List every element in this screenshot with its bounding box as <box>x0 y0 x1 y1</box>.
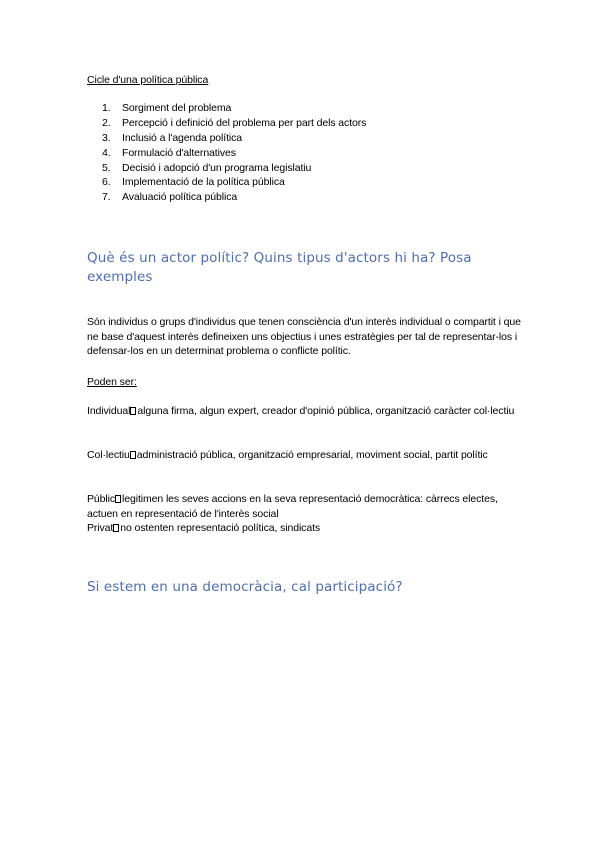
list-item-text: Percepció i definició del problema per part dels actors <box>122 116 367 129</box>
type-description: alguna firma, algun expert, creador d'opinió pública, organització caràcter col·lectiu <box>137 405 515 417</box>
list-item <box>102 146 366 161</box>
type-label: Individual <box>87 405 131 417</box>
cycle-title: Cicle d'una política pública <box>87 74 209 86</box>
list-item <box>102 161 366 176</box>
type-label: Col·lectiu <box>87 449 130 461</box>
missing-glyph-icon <box>130 451 136 459</box>
list-item-text: Implementació de la política pública <box>122 176 285 189</box>
type-label: Privat <box>87 522 114 534</box>
list-item-text: Formulació d'alternatives <box>122 146 236 159</box>
list-item <box>102 175 366 190</box>
list-item <box>102 101 366 116</box>
list-item-text: Avaluació política pública <box>122 191 238 204</box>
list-item-number: 3. <box>102 131 111 144</box>
actor-type-public <box>87 492 527 521</box>
list-item-number: 7. <box>102 191 111 204</box>
list-item <box>102 116 366 131</box>
actor-type-collectiu <box>87 448 527 463</box>
actor-type-privat <box>87 521 527 536</box>
type-label: Públic <box>87 493 115 505</box>
poden-ser-label: Poden ser: <box>87 376 137 388</box>
section-heading-democracia: Si estem en una democràcia, cal participació? <box>87 579 403 595</box>
list-item-number: 1. <box>102 102 111 114</box>
list-item <box>102 131 366 146</box>
list-item-number: 5. <box>102 161 111 174</box>
list-item-number: 2. <box>102 116 111 129</box>
missing-glyph-icon <box>115 495 121 503</box>
list-item-number: 4. <box>102 146 111 159</box>
type-description: legitimen les seves accions en la seva representació democràtica: càrrecs electes, actuen en representació de l'interès social <box>87 493 498 520</box>
actor-definition-paragraph: Són individus o grups d'individus que tenen consciència d'un interès individual o compartit i que ne base d'aquest interès defineixen uns objectius i unes estratègies per tal de representar-los i defensar-los en un determinat problema o conflicte polític. <box>87 316 521 357</box>
actor-type-individual <box>87 404 527 419</box>
missing-glyph-icon <box>130 407 136 415</box>
list-item-text: Sorgiment del problema <box>122 102 232 114</box>
list-item-text: Decisió i adopció d'un programa legislatiu <box>122 161 312 174</box>
section-heading-actor-politic: Què és un actor polític? Quins tipus d'actors hi ha? Posa exemples <box>87 250 472 285</box>
list-item <box>102 190 366 205</box>
list-item-number: 6. <box>102 176 111 189</box>
missing-glyph-icon <box>113 524 119 532</box>
cycle-steps-list <box>102 101 366 205</box>
list-item-text: Inclusió a l'agenda política <box>122 131 243 144</box>
type-description: no ostenten representació política, sindicats <box>120 522 321 534</box>
type-description: administració pública, organització empresarial, moviment social, partit polític <box>136 449 488 461</box>
